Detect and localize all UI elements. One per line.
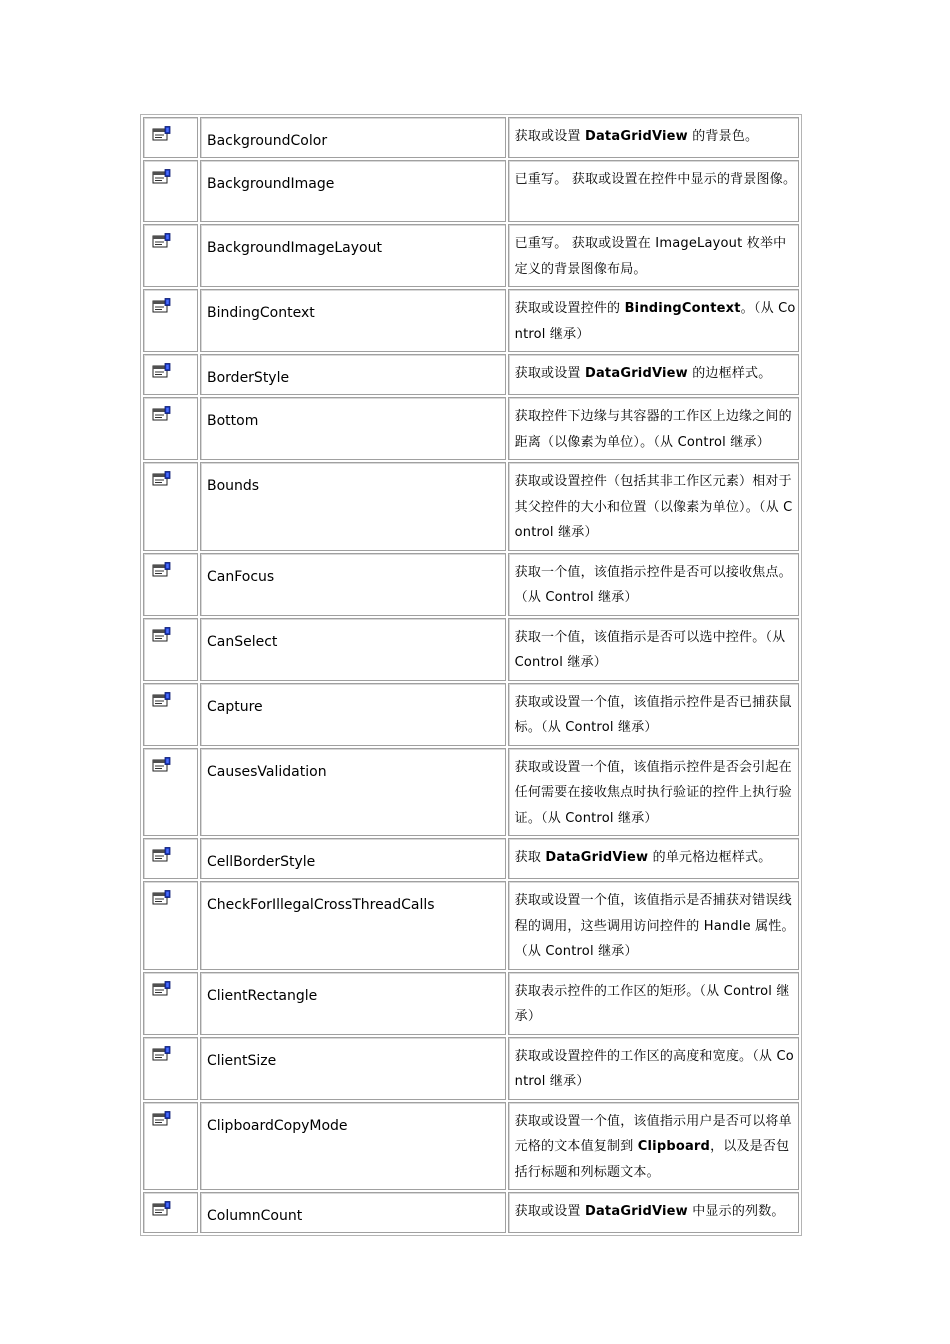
description-text: 获取或设置一个值，该值指示控件是否已捕获鼠标。（从: [514, 694, 792, 735]
property-icon: [152, 1201, 172, 1217]
property-icon: [152, 233, 172, 249]
property-name-cell: [200, 1102, 506, 1191]
property-icon: [152, 169, 172, 185]
property-icon: [152, 298, 172, 314]
property-icon: [152, 126, 172, 142]
property-name-cell: [200, 553, 506, 616]
property-name-cell: [200, 1192, 506, 1233]
table-row: [143, 1192, 799, 1233]
icon-cell: [143, 881, 198, 970]
description-text: 获取: [514, 850, 546, 865]
property-name-cell: [200, 683, 506, 746]
description-text: 的单元格边框样式。: [648, 850, 772, 865]
icon-cell: [143, 354, 198, 395]
description-text: 获取一个值，该值指示是否可以选中控件。（从: [514, 629, 786, 645]
table-row: [143, 748, 799, 837]
property-name: CellBorderStyle: [207, 854, 316, 870]
property-description-cell: [508, 1037, 799, 1100]
property-description: [509, 749, 798, 836]
property-name-cell: [200, 748, 506, 837]
property-name-cell: [200, 117, 506, 158]
property-description: [509, 1103, 798, 1190]
description-text: 枚举中定义的背景图像布局。: [514, 236, 787, 277]
property-description-cell: [508, 354, 799, 395]
property-name: ClipboardCopyMode: [207, 1117, 348, 1134]
property-description: [509, 973, 798, 1034]
property-description-cell: [508, 117, 799, 158]
type-reference: Control: [723, 983, 773, 999]
property-description: [509, 619, 798, 680]
property-description-cell: [508, 289, 799, 352]
property-name-cell: [200, 289, 506, 352]
description-text: 属性。（从: [514, 918, 795, 959]
property-name: BorderStyle: [207, 370, 290, 386]
type-reference: Control: [514, 1048, 794, 1089]
property-name: CausesValidation: [207, 763, 327, 780]
table-row: [143, 972, 799, 1035]
icon-cell: [143, 1192, 198, 1233]
property-icon: [152, 363, 172, 379]
property-icon: [152, 890, 172, 906]
description-text: 获取或设置控件的工作区的高度和宽度。（从: [514, 1048, 777, 1064]
type-reference: ImageLayout: [655, 236, 743, 251]
table-row: [143, 117, 799, 158]
description-text: 获取一个值，该值指示控件是否可以接收焦点。（从: [514, 564, 792, 605]
table-row: [143, 289, 799, 352]
type-name: BindingContext: [624, 301, 741, 316]
property-name: CanFocus: [207, 568, 275, 585]
description-text: 的边框样式。: [687, 366, 772, 381]
property-name: BackgroundColor: [207, 133, 328, 149]
property-description: [509, 290, 798, 351]
description-text: 获取或设置: [514, 1204, 585, 1219]
description-text: 获取或设置一个值，该值指示控件是否会引起在任何需要在接收焦点时执行验证的控件上执行验证。（从: [514, 759, 792, 826]
type-reference: Control: [514, 499, 793, 540]
property-description: [509, 463, 798, 550]
property-description-cell: [508, 160, 799, 222]
type-name: DataGridView: [584, 1204, 688, 1219]
property-name: ClientRectangle: [207, 987, 318, 1004]
description-text: 获取或设置: [514, 129, 585, 144]
property-description-cell: [508, 748, 799, 837]
property-name-cell: [200, 397, 506, 460]
description-text: 继承）: [545, 1074, 590, 1089]
type-name: DataGridView: [545, 850, 649, 865]
property-name-cell: [200, 972, 506, 1035]
description-text: 获取或设置一个值，该值指示是否捕获对错误线程的调用，这些调用访问控件的: [514, 893, 792, 934]
property-description: [509, 684, 798, 745]
property-description: [509, 355, 798, 391]
table-row: [143, 618, 799, 681]
property-icon: [152, 757, 172, 773]
table-row: [143, 160, 799, 222]
description-text: 获取或设置: [514, 366, 585, 381]
icon-cell: [143, 224, 198, 287]
icon-cell: [143, 117, 198, 158]
property-description: [509, 161, 798, 197]
property-name-cell: [200, 618, 506, 681]
description-text: 获取或设置控件的: [514, 301, 625, 316]
description-text: 继承）: [593, 590, 638, 605]
table-row: [143, 224, 799, 287]
description-text: 继承）: [593, 944, 638, 959]
property-description: [509, 225, 798, 286]
property-name: Bottom: [207, 413, 259, 429]
description-text: 继承）: [545, 326, 590, 342]
type-reference: Control: [565, 810, 614, 826]
icon-cell: [143, 972, 198, 1035]
property-description: [509, 1193, 798, 1229]
property-table: [140, 114, 802, 1236]
type-reference: Control: [565, 720, 614, 735]
table-row: [143, 838, 799, 879]
table-row: [143, 1102, 799, 1191]
property-description-cell: [508, 397, 799, 460]
property-icon: [152, 627, 172, 643]
description-text: 继承）: [613, 720, 658, 735]
icon-cell: [143, 1102, 198, 1191]
property-description-cell: [508, 553, 799, 616]
description-text: 继承）: [725, 434, 770, 450]
property-description: [509, 1038, 798, 1099]
property-description-cell: [508, 462, 799, 551]
property-icon: [152, 471, 172, 487]
icon-cell: [143, 683, 198, 746]
icon-cell: [143, 397, 198, 460]
type-reference: Control: [545, 590, 594, 605]
property-description-cell: [508, 683, 799, 746]
property-name-cell: [200, 462, 506, 551]
description-text: 继承）: [553, 525, 598, 540]
property-description-cell: [508, 1102, 799, 1191]
property-icon: [152, 1111, 172, 1127]
type-name: DataGridView: [584, 129, 688, 144]
property-description-cell: [508, 838, 799, 879]
description-text: 中显示的列数。: [687, 1204, 785, 1219]
description-text: 获取表示控件的工作区的矩形。（从: [514, 983, 724, 999]
description-text: 继承）: [613, 810, 658, 826]
type-reference: Handle: [703, 918, 751, 934]
property-name: ClientSize: [207, 1052, 277, 1069]
icon-cell: [143, 160, 198, 222]
property-description-cell: [508, 224, 799, 287]
table-row: [143, 354, 799, 395]
property-name: BackgroundImage: [207, 176, 335, 192]
property-icon: [152, 981, 172, 997]
table-row: [143, 462, 799, 551]
property-name-cell: [200, 160, 506, 222]
description-text: 获取或设置一个值，该值指示用户是否可以将单元格的文本值复制到: [514, 1113, 792, 1154]
description-text: 的背景色。: [687, 129, 759, 144]
property-name-cell: [200, 1037, 506, 1100]
property-name: CheckForIllegalCrossThreadCalls: [207, 897, 435, 913]
property-name: ColumnCount: [207, 1208, 303, 1224]
property-name-cell: [200, 838, 506, 879]
property-icon: [152, 692, 172, 708]
property-icon: [152, 406, 172, 422]
type-reference: Control: [514, 301, 796, 342]
icon-cell: [143, 1037, 198, 1100]
property-description-cell: [508, 881, 799, 970]
property-description-cell: [508, 972, 799, 1035]
property-description: [509, 839, 798, 875]
icon-cell: [143, 289, 198, 352]
property-description: [509, 118, 798, 154]
property-name: Bounds: [207, 478, 260, 494]
description-text: 。（从: [740, 301, 779, 316]
property-name: CanSelect: [207, 633, 278, 650]
icon-cell: [143, 838, 198, 879]
property-name: BackgroundImageLayout: [207, 240, 382, 256]
type-reference: Control: [514, 655, 564, 670]
description-text: 继承）: [563, 655, 607, 670]
icon-cell: [143, 748, 198, 837]
icon-cell: [143, 553, 198, 616]
icon-cell: [143, 618, 198, 681]
property-description-cell: [508, 618, 799, 681]
description-text: 获取或设置控件（包括其非工作区元素）相对于其父控件的大小和位置（以像素为单位）。（从: [514, 474, 792, 515]
type-reference: Control: [545, 944, 594, 959]
property-name-cell: [200, 224, 506, 287]
property-name: BindingContext: [207, 305, 315, 321]
description-text: 已重写。 获取或设置在: [514, 236, 656, 251]
property-description: [509, 398, 798, 459]
property-icon: [152, 847, 172, 863]
property-icon: [152, 1046, 172, 1062]
property-description-cell: [508, 1192, 799, 1233]
table-row: [143, 1037, 799, 1100]
icon-cell: [143, 462, 198, 551]
description-text: 获取控件下边缘与其容器的工作区上边缘之间的距离（以像素为单位）。（从: [514, 409, 792, 450]
property-description: [509, 882, 798, 969]
type-name: DataGridView: [584, 366, 688, 381]
property-name-cell: [200, 881, 506, 970]
property-name-cell: [200, 354, 506, 395]
description-text: ，以及是否包括行标题和列标题文本。: [514, 1139, 790, 1180]
table-row: [143, 397, 799, 460]
property-name: Capture: [207, 698, 263, 715]
type-name: Clipboard: [637, 1139, 711, 1154]
property-icon: [152, 562, 172, 578]
table-row: [143, 683, 799, 746]
description-text: 继承）: [514, 983, 790, 1024]
table-row: [143, 881, 799, 970]
type-reference: Control: [677, 434, 726, 450]
description-text: 已重写。 获取或设置在控件中显示的背景图像。: [514, 172, 797, 187]
table-row: [143, 553, 799, 616]
property-description: [509, 554, 798, 615]
